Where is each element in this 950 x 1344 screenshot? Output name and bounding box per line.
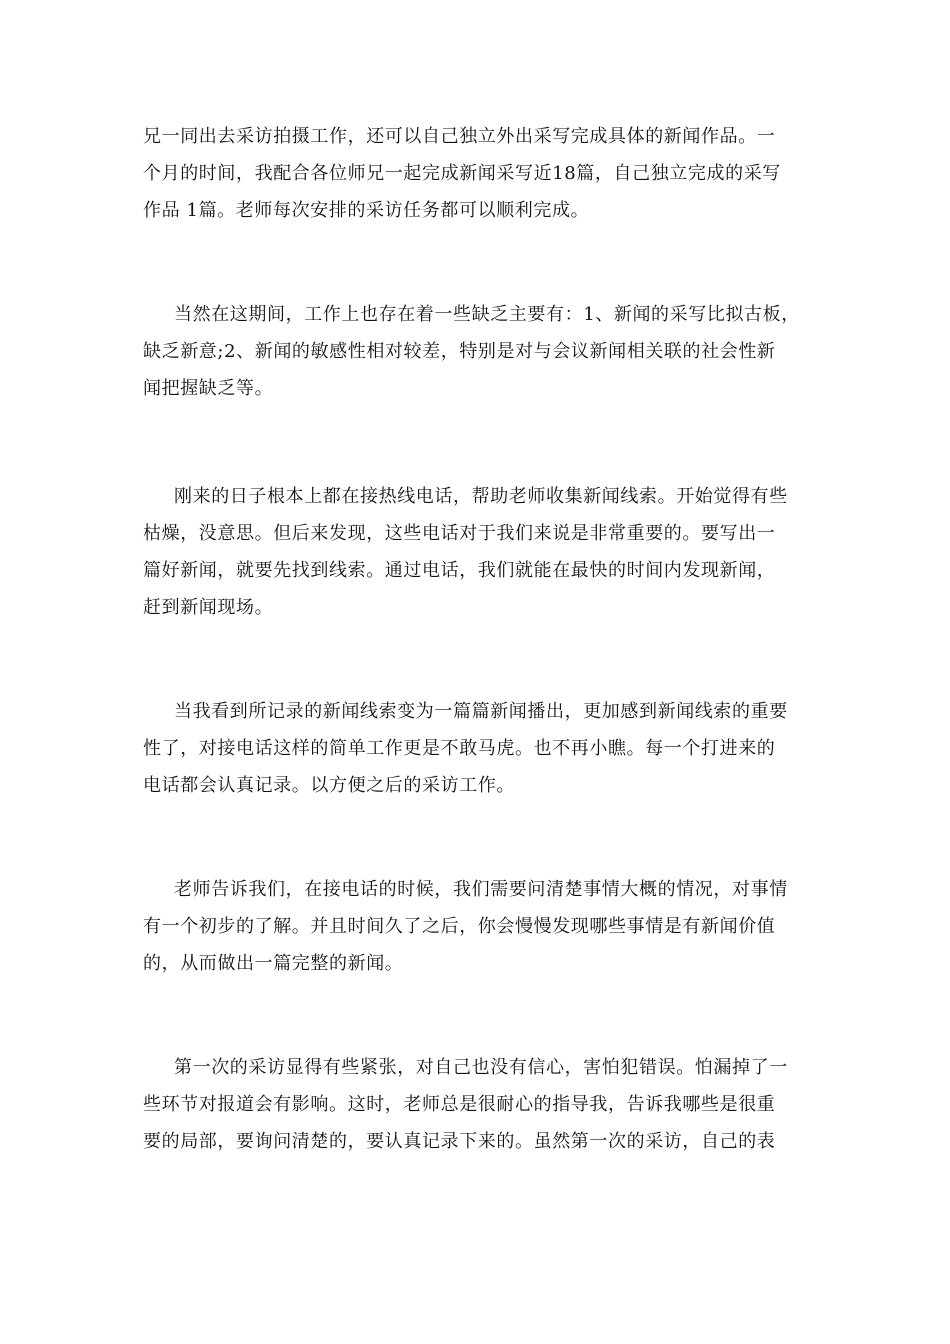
text-line: 要的局部，要询问清楚的，要认真记录下来的。虽然第一次的采访，自己的表 <box>143 1131 776 1152</box>
text-line: 老师告诉我们，在接电话的时候，我们需要问清楚事情大概的情况，对事情 <box>174 879 788 900</box>
text-line: 作品 1篇。老师每次安排的采访任务都可以顺利完成。 <box>143 200 590 221</box>
paragraph-5 <box>143 871 811 982</box>
text-line: 枯燥，没意思。但后来发现，这些电话对于我们来说是非常重要的。要写出一 <box>143 523 776 544</box>
text-line: 有一个初步的了解。并且时间久了之后，你会慢慢发现哪些事情是有新闻价值 <box>143 916 776 937</box>
text-line: 电话都会认真记录。以方便之后的采访工作。 <box>143 775 515 796</box>
text-line: 刚来的日子根本上都在接热线电话，帮助老师收集新闻线索。开始觉得有些 <box>174 486 788 507</box>
paragraph-6 <box>143 1049 811 1160</box>
text-line: 篇好新闻，就要先找到线索。通过电话，我们就能在最快的时间内发现新闻， <box>143 560 776 581</box>
text-line: 缺乏新意;2、新闻的敏感性相对较差，特别是对与会议新闻相关联的社会性新 <box>143 341 776 362</box>
text-line: 闻把握缺乏等。 <box>143 378 274 399</box>
paragraph-3 <box>143 478 811 626</box>
text-line: 当我看到所记录的新闻线索变为一篇篇新闻播出，更加感到新闻线索的重要 <box>174 701 788 722</box>
text-line: 个月的时间，我配合各位师兄一起完成新闻采写近18篇，自己独立完成的采写 <box>143 163 781 184</box>
paragraph-4 <box>143 693 811 804</box>
text-line: 当然在这期间，工作上也存在着一些缺乏主要有：1、新闻的采写比拟古板， <box>174 304 800 325</box>
text-line: 兄一同出去采访拍摄工作，还可以自己独立外出采写完成具体的新闻作品。一 <box>143 126 776 147</box>
text-line: 性了，对接电话这样的简单工作更是不敢马虎。也不再小瞧。每一个打进来的 <box>143 738 776 759</box>
text-line: 赶到新闻现场。 <box>143 597 274 618</box>
paragraph-2 <box>143 296 811 407</box>
paragraph-1 <box>143 118 811 229</box>
text-line: 第一次的采访显得有些紧张，对自己也没有信心，害怕犯错误。怕漏掉了一 <box>174 1057 788 1078</box>
text-line: 些环节对报道会有影响。这时，老师总是很耐心的指导我，告诉我哪些是很重 <box>143 1094 776 1115</box>
text-line: 的，从而做出一篇完整的新闻。 <box>143 953 404 974</box>
